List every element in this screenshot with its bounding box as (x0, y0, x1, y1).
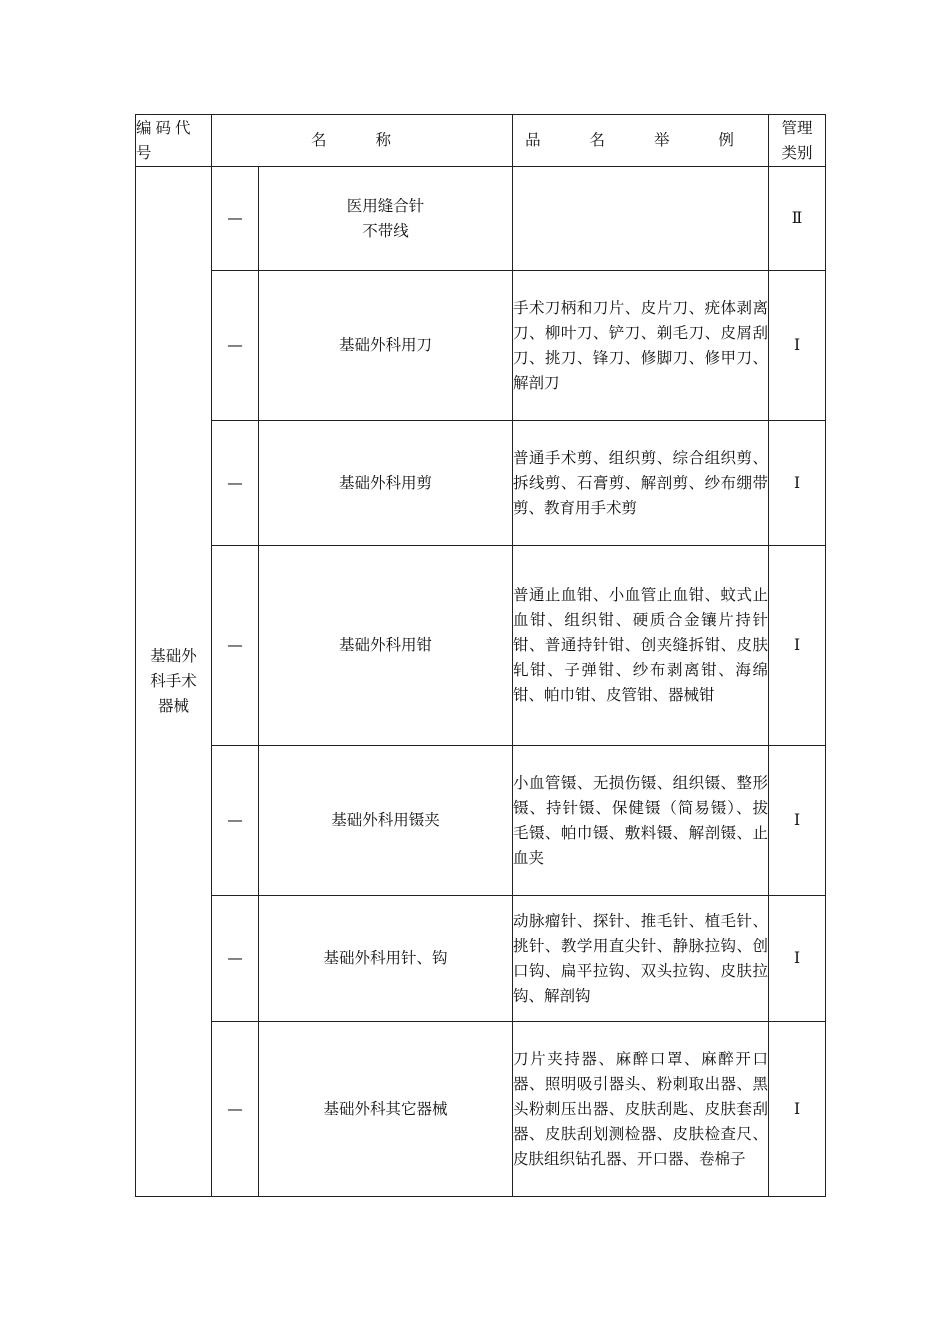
table-row (136, 271, 826, 421)
name-line1: 医用缝合针 (346, 196, 425, 215)
header-class-line1: 管理 (781, 118, 813, 137)
examples-cell: 小血管镊、无损伤镊、组织镊、整形镊、持针镊、保健镊（简易镊）、拔毛镊、帕巾镊、敷料镊、解剖镊、止血夹 (513, 746, 769, 896)
header-code: 编码代号 (136, 115, 212, 167)
header-class (769, 115, 826, 167)
name-cell: 基础外科其它器械 (259, 1022, 513, 1197)
sub-code-cell: — (212, 421, 259, 546)
device-catalog-table (135, 114, 826, 1197)
category-line2: 科手术 (150, 672, 197, 690)
class-cell: Ⅰ (769, 271, 826, 421)
sub-code-cell: — (212, 896, 259, 1022)
name-cell: 基础外科用针、钩 (259, 896, 513, 1022)
class-cell: Ⅰ (769, 421, 826, 546)
class-cell: Ⅱ (769, 167, 826, 271)
class-cell: Ⅰ (769, 746, 826, 896)
header-examples: 品 名 举 例 (513, 115, 769, 167)
name-cell: 基础外科用钳 (259, 546, 513, 746)
name-cell: 基础外科用剪 (259, 421, 513, 546)
examples-cell: 刀片夹持器、麻醉口罩、麻醉开口器、照明吸引器头、粉刺取出器、黑头粉刺压出器、皮肤刮匙、皮肤套刮器、皮肤刮划测检器、皮肤检查尺、皮肤组织钻孔器、开口器、卷棉子 (513, 1022, 769, 1197)
table-row (136, 167, 826, 271)
category-cell (136, 167, 212, 1197)
table-row (136, 546, 826, 746)
sub-code-cell: — (212, 167, 259, 271)
examples-cell: 普通手术剪、组织剪、综合组织剪、拆线剪、石膏剪、解剖剪、纱布绷带剪、教育用手术剪 (513, 421, 769, 546)
table-row (136, 896, 826, 1022)
class-cell: Ⅰ (769, 1022, 826, 1197)
sub-code-cell: — (212, 1022, 259, 1197)
examples-cell: 普通止血钳、小血管止血钳、蚊式止血钳、组织钳、硬质合金镶片持针钳、普通持针钳、创夹缝拆钳、皮肤轧钳、子弹钳、纱布剥离钳、海绵钳、帕巾钳、皮管钳、器械钳 (513, 546, 769, 746)
examples-cell (513, 167, 769, 271)
class-cell: Ⅰ (769, 546, 826, 746)
header-row (136, 115, 826, 167)
name-cell (259, 167, 513, 271)
category-line1: 基础外 (150, 647, 197, 665)
sub-code-cell: — (212, 271, 259, 421)
sub-code-cell: — (212, 546, 259, 746)
sub-code-cell: — (212, 746, 259, 896)
examples-cell: 手术刀柄和刀片、皮片刀、疣体剥离刀、柳叶刀、铲刀、剃毛刀、皮屑刮刀、挑刀、锋刀、修脚刀、修甲刀、解剖刀 (513, 271, 769, 421)
name-line2: 不带线 (362, 221, 409, 240)
header-name: 名 称 (212, 115, 513, 167)
name-cell: 基础外科用镊夹 (259, 746, 513, 896)
name-cell: 基础外科用刀 (259, 271, 513, 421)
header-class-line2: 类别 (781, 143, 813, 162)
category-line3: 器械 (157, 697, 189, 715)
table-row (136, 421, 826, 546)
table-row (136, 1022, 826, 1197)
examples-cell: 动脉瘤针、探针、推毛针、植毛针、挑针、教学用直尖针、静脉拉钩、创口钩、扁平拉钩、双头拉钩、皮肤拉钩、解剖钩 (513, 896, 769, 1022)
class-cell: Ⅰ (769, 896, 826, 1022)
table-row (136, 746, 826, 896)
